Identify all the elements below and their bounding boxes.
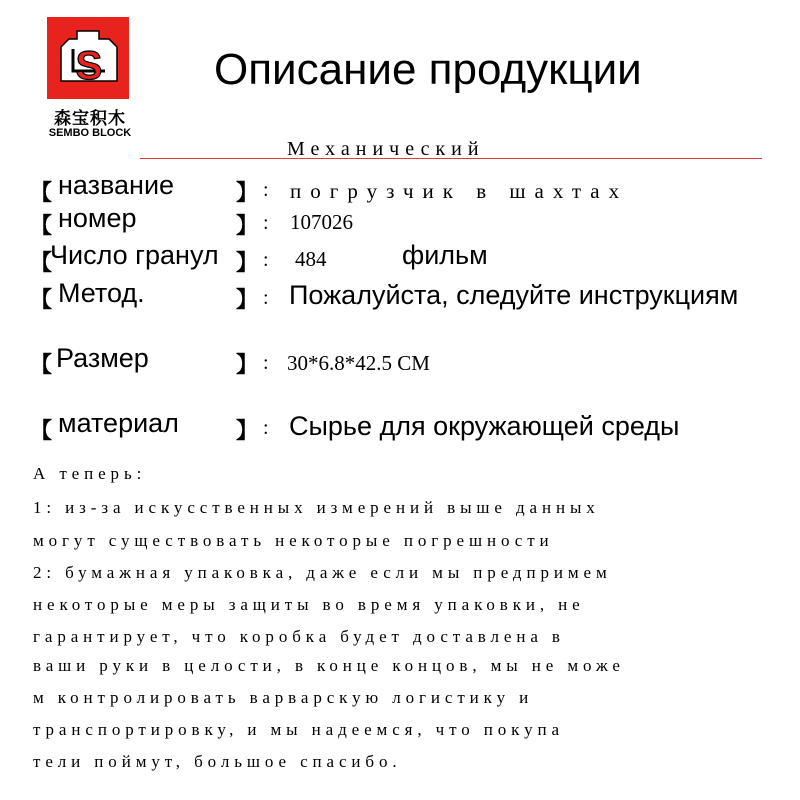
spec-row-pieces xyxy=(0,240,800,280)
note-line: транспортировку, и мы надеемся, что покупа xyxy=(33,720,564,739)
spec-value: 484 xyxy=(295,247,327,271)
spec-value: погрузчик в шахтах xyxy=(290,179,629,203)
bracket-right: 】 xyxy=(236,251,259,276)
note-line: ваши руки в целости, в конце концов, мы не може xyxy=(33,656,625,675)
note-line: некоторые меры защиты во время упаковки, не xyxy=(33,595,585,614)
sembo-logo xyxy=(47,17,167,99)
spec-label: материал xyxy=(58,408,179,438)
note-line: тели поймут, большое спасибо. xyxy=(33,752,402,771)
logo-letter: S xyxy=(75,44,103,88)
colon: : xyxy=(263,352,269,374)
note-line: 2: бумажная упаковка, даже если мы предпримем xyxy=(33,563,612,582)
bracket-left: 【 xyxy=(30,181,53,206)
colon: : xyxy=(263,212,269,234)
logo-emblem-icon xyxy=(47,17,129,99)
spec-label: Метод. xyxy=(58,278,145,308)
bracket-right: 】 xyxy=(236,181,259,206)
bracket-left: 【 xyxy=(30,419,53,444)
spec-row-number xyxy=(0,203,800,243)
spec-row-material xyxy=(0,408,800,448)
note-line: 1: из-за искусственных измерений выше данных xyxy=(33,498,600,517)
brand-name-english: SEMBO BLOCK xyxy=(48,127,132,139)
spec-value: Пожалуйста, следуйте инструкциям xyxy=(289,280,739,310)
spec-label: Число гранул xyxy=(50,240,219,270)
spec-extra-note: фильм xyxy=(402,240,488,270)
bracket-left: 【 xyxy=(30,251,53,276)
bracket-right: 】 xyxy=(236,288,259,313)
bracket-left: 【 xyxy=(30,353,53,378)
note-line: м контролировать варварскую логистику и xyxy=(33,688,534,707)
note-line: могут существовать некоторые погрешности xyxy=(33,531,554,550)
bracket-left: 【 xyxy=(30,214,53,239)
registered-mark: ® xyxy=(161,37,167,46)
colon: : xyxy=(263,417,269,439)
bracket-right: 】 xyxy=(236,353,259,378)
spec-label: Размер xyxy=(56,343,149,373)
colon: : xyxy=(263,179,269,201)
brand-name-chinese: 森宝积木 xyxy=(54,109,126,129)
spec-value: 30*6.8*42.5 CM xyxy=(287,351,430,375)
spec-row-size xyxy=(0,343,800,383)
bracket-left: 【 xyxy=(30,288,53,313)
bracket-right: 】 xyxy=(236,419,259,444)
colon: : xyxy=(263,249,269,271)
colon: : xyxy=(263,287,269,309)
note-line: гарантирует, что коробка будет доставлена в xyxy=(33,627,565,646)
product-category: Механический xyxy=(287,138,485,160)
notes-heading: А теперь: xyxy=(33,464,147,483)
divider-line xyxy=(140,158,762,159)
spec-value: Сырье для окружающей среды xyxy=(289,411,680,441)
spec-label: номер xyxy=(58,203,137,233)
bracket-right: 】 xyxy=(236,214,259,239)
spec-row-method xyxy=(0,278,800,318)
spec-value: 107026 xyxy=(290,210,353,234)
spec-label: название xyxy=(58,170,175,200)
page-title: Описание продукции xyxy=(214,45,642,94)
